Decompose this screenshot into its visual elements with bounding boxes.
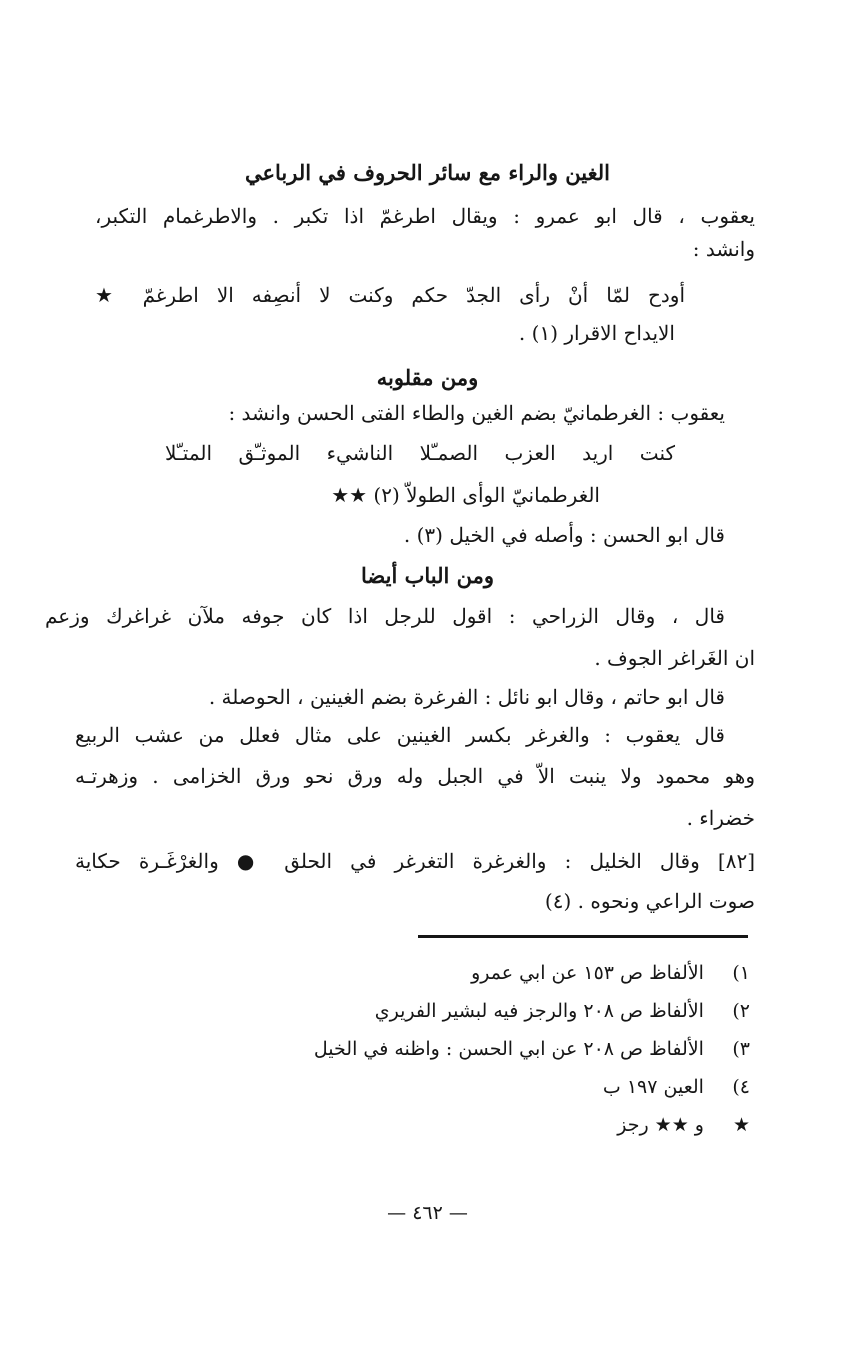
verse2-line2: الغرطمانيّ الوأى الطولاّ (٢) ★★ [331, 483, 600, 507]
section-heading: الغين والراء مع سائر الحروف في الرباعي [245, 160, 610, 185]
footnote-number: ٤) [732, 1076, 750, 1098]
verse1-line2: الايداح الاقرار (١) . [518, 321, 675, 345]
footnote-text: الألفاظ ص ١٥٣ عن ابي عمرو [471, 962, 704, 984]
footnote-number: ١) [732, 962, 750, 984]
subheading-bab: ومن الباب أيضا [360, 563, 495, 588]
star-icon: ★ [732, 1114, 750, 1136]
footnote-text: و ★★ رجز [617, 1114, 704, 1136]
para6-line1: قال يعقوب : والغرغر بكسر الغينين على مثال فعلل من عشب الربيع [75, 723, 725, 747]
footnote-1 [150, 960, 750, 998]
para4-line1: قال ، وقال الزراحي : اقول للرجل اذا كان جوفه ملآن غراغرك وزعم [45, 604, 725, 628]
verse1-line1: أودح لمّا أنْ رأى الجدّ حكم وكنت لا أنصِفه الا اطرغمّ ★ [95, 283, 685, 307]
subheading-maqlub: ومن مقلوبه [376, 365, 479, 390]
para7-line1: [٨٢] وقال الخليل : والغرغرة التغرغر في الحلق ● والغرْغَـرة حكاية [75, 849, 755, 873]
para1-line2: وانشد : [692, 237, 755, 261]
footnote-text: العين ١٩٧ ب [602, 1076, 704, 1098]
footnote-rule [418, 935, 748, 938]
footnote-text: الألفاظ ص ٢٠٨ عن ابي الحسن : واظنه في الخيل [313, 1038, 704, 1060]
footnote-number: ٣) [732, 1038, 750, 1060]
para2-line1: يعقوب : الغرطمانيّ بضم الغين والطاء الفتى الحسن وانشد : [228, 401, 725, 425]
para7-line2: صوت الراعي ونحوه . (٤) [544, 889, 755, 913]
footnote-text: الألفاظ ص ٢٠٨ والرجز فيه لبشير الفريري [374, 1000, 704, 1022]
footnote-star [150, 1112, 750, 1150]
para6-line2: وهو محمود ولا ينبت الاّ في الجبل وله ورق نحو ورق الخزامى . وزهرتـه [75, 764, 755, 788]
footnotes [150, 960, 750, 1150]
footnote-2 [150, 998, 750, 1036]
footnote-3 [150, 1036, 750, 1074]
verse2-line1: كنت اريد العزب الصمـّلا الناشيء الموثـّق المتـّلا [165, 441, 675, 465]
footnote-4 [150, 1074, 750, 1112]
para4-line2: ان الغَراغر الجوف . [594, 646, 755, 670]
page-number: — ٤٦٢ — [387, 1202, 468, 1224]
footnote-number: ٢) [732, 1000, 750, 1022]
para5: قال ابو حاتم ، وقال ابو نائل : الفرغرة بضم الغينين ، الحوصلة . [208, 685, 725, 709]
para1-line1: يعقوب ، قال ابو عمرو : ويقال اطرغمّ اذا تكبر . والاطرغمام التكبر، [95, 204, 755, 228]
para6-line3: خضراء . [686, 806, 755, 830]
para3: قال ابو الحسن : وأصله في الخيل (٣) . [403, 523, 725, 547]
